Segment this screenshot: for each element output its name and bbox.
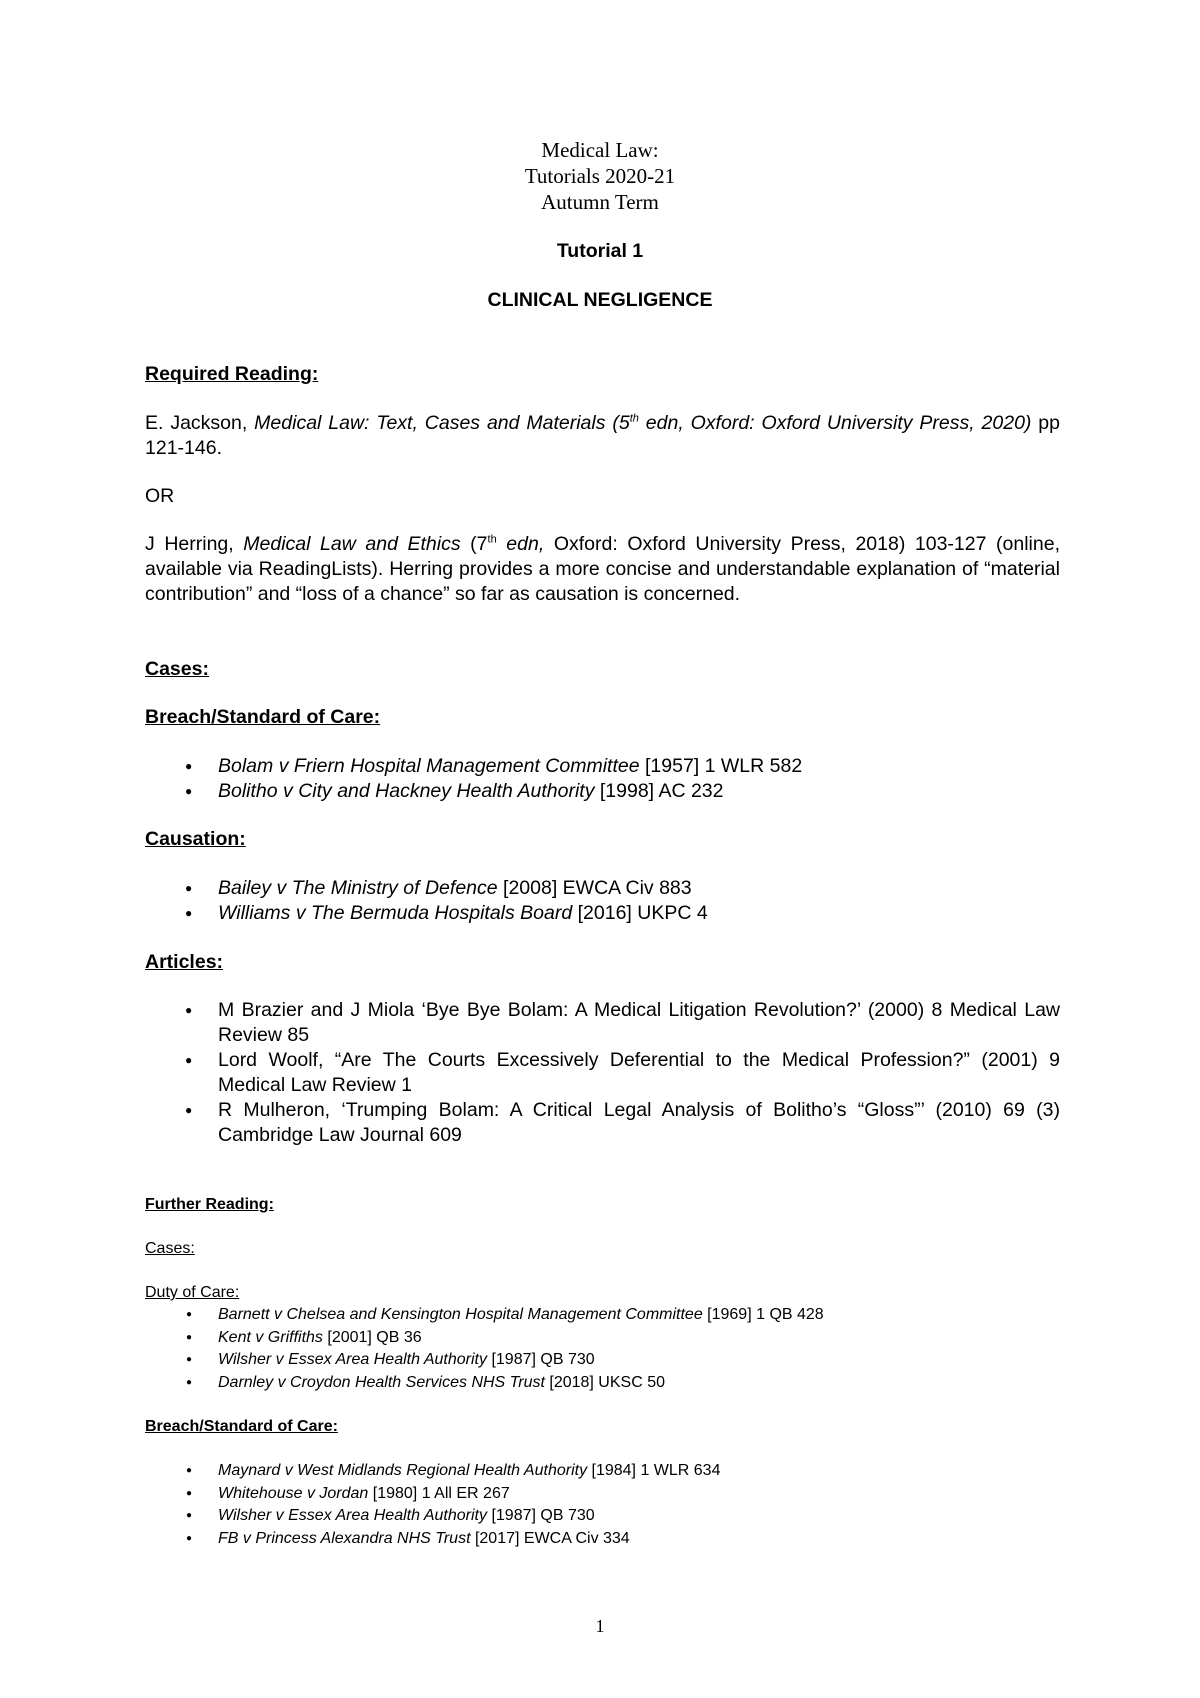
case-citation: [2008] EWCA Civ 883	[497, 877, 692, 899]
list-item	[145, 779, 1060, 804]
herring-edn: edn,	[496, 533, 545, 555]
list-item: ● Lord Woolf, “Are The Courts Excessively Deferential to the Medical Profession?” (2001) 9 Medical Law Review 1	[145, 1048, 1060, 1098]
or-separator: OR	[145, 485, 175, 507]
further-breach-heading: Breach/Standard of Care:	[145, 1418, 338, 1435]
jackson-author: E. Jackson,	[145, 412, 255, 434]
course-year: Tutorials 2020-21	[524, 164, 676, 188]
case-citation: [1987] QB 730	[487, 1507, 595, 1524]
case-citation: [1987] QB 730	[487, 1351, 595, 1368]
cases-heading: Cases:	[145, 658, 209, 680]
jackson-title: Medical Law: Text, Cases and Materials (5	[254, 412, 630, 434]
case-citation: [1984] 1 WLR 634	[587, 1462, 721, 1479]
case-citation: [1980] 1 All ER 267	[368, 1484, 510, 1502]
list-item	[145, 1372, 1060, 1395]
jackson-edition-sup: th	[629, 412, 639, 425]
articles-section	[145, 950, 1060, 1148]
breach-case-list	[145, 754, 1060, 804]
case-citation: [2016] UKPC 4	[572, 902, 708, 924]
further-reading-heading: Further Reading:	[145, 1196, 274, 1213]
further-cases-heading: Cases:	[145, 1240, 195, 1257]
cases-section	[145, 657, 1060, 926]
causation-case-list	[145, 876, 1060, 926]
articles-heading: Articles:	[145, 951, 224, 973]
case-name: Maynard v West Midlands Regional Health Authority	[218, 1462, 588, 1479]
herring-author: J Herring,	[145, 533, 244, 555]
required-reading-section	[145, 362, 1060, 607]
case-citation: [1998] AC 232	[594, 780, 724, 802]
case-citation: [2001] QB 36	[322, 1328, 422, 1346]
case-name: Darnley v Croydon Health Services NHS Trust	[218, 1373, 545, 1391]
breach-heading: Breach/Standard of Care:	[145, 706, 381, 728]
list-item	[145, 1304, 1060, 1327]
course-title: Medical Law:	[541, 138, 659, 162]
list-item	[145, 1349, 1060, 1372]
list-item	[145, 876, 1060, 901]
list-item	[145, 1483, 1060, 1506]
case-name: Wilsher v Essex Area Health Authority	[218, 1507, 487, 1524]
herring-reference	[145, 532, 1060, 607]
term-label: Autumn Term	[541, 190, 659, 214]
case-citation: [1969] 1 QB 428	[702, 1306, 824, 1323]
case-citation: [2018] UKSC 50	[544, 1373, 665, 1391]
further-breach-case-list	[145, 1460, 1060, 1550]
tutorial-number: Tutorial 1	[556, 240, 644, 262]
list-item: ● M Brazier and J Miola ‘Bye Bye Bolam: A Medical Litigation Revolution?’ (2000) 8 Medical Law Review 85	[145, 998, 1060, 1048]
list-item	[145, 754, 1060, 779]
duty-of-care-heading: Duty of Care:	[145, 1284, 240, 1301]
duty-case-list	[145, 1304, 1060, 1394]
case-name: Wilsher v Essex Area Health Authority	[218, 1351, 487, 1368]
herring-title: Medical Law and Ethics	[243, 533, 461, 555]
case-citation: [1957] 1 WLR 582	[639, 755, 803, 777]
required-reading-heading: Required Reading:	[145, 363, 319, 385]
causation-heading: Causation:	[145, 828, 246, 850]
case-name: Bolam v Friern Hospital Management Committee	[218, 755, 640, 777]
jackson-pages: pp 121-146.	[145, 412, 1060, 459]
herring-edition-sup: th	[487, 533, 497, 546]
list-item	[145, 1505, 1060, 1528]
jackson-reference	[145, 411, 1060, 461]
case-name: Barnett v Chelsea and Kensington Hospital Management Committee	[218, 1306, 703, 1323]
herring-details: Oxford: Oxford University Press, 2018) 103-127 (online, available via ReadingLists). Herring provides a more concise and understandable explanation of “material contribution” and “loss of a chance” so far as causation is concerned.	[145, 533, 1060, 605]
case-name: Bolitho v City and Hackney Health Authority	[218, 780, 595, 802]
list-item	[145, 1327, 1060, 1350]
articles-list	[145, 998, 1060, 1148]
case-name: Williams v The Bermuda Hospitals Board	[218, 902, 573, 924]
jackson-publisher: edn, Oxford: Oxford University Press, 2020)	[638, 412, 1032, 434]
list-item: ● R Mulheron, ‘Trumping Bolam: A Critical Legal Analysis of Bolitho’s “Gloss”’ (2010) 69 (3) Cambridge Law Journal 609	[145, 1098, 1060, 1148]
tutorial-topic: CLINICAL NEGLIGENCE	[487, 289, 713, 311]
case-name: Bailey v The Ministry of Defence	[218, 877, 498, 899]
case-name: FB v Princess Alexandra NHS Trust	[218, 1529, 471, 1547]
list-item	[145, 1460, 1060, 1483]
case-citation: [2017] EWCA Civ 334	[470, 1529, 630, 1547]
case-name: Whitehouse v Jordan	[218, 1484, 369, 1502]
list-item	[145, 1528, 1060, 1551]
page-number: 1	[595, 1616, 605, 1636]
further-reading-section	[145, 1194, 1060, 1550]
list-item	[145, 901, 1060, 926]
herring-paren: (7	[460, 533, 488, 555]
case-name: Kent v Griffiths	[218, 1328, 323, 1346]
